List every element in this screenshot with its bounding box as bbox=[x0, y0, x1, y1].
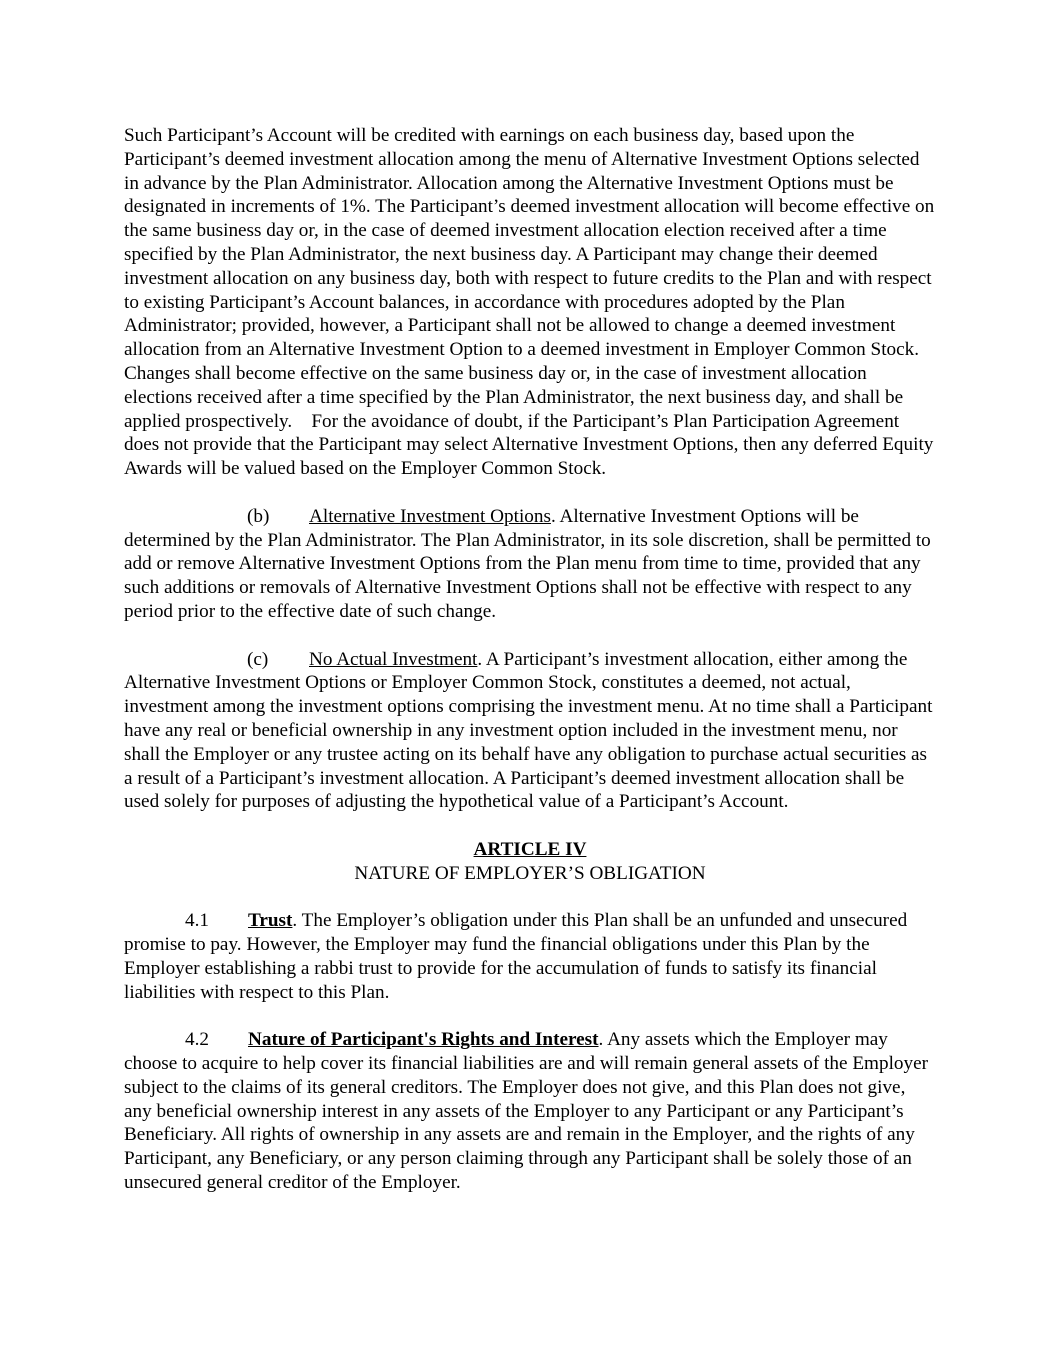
section-4-1-number: 4.1 bbox=[185, 910, 209, 932]
item-c-label: (c) bbox=[247, 648, 269, 670]
section-4-2-participant-rights bbox=[124, 1028, 936, 1195]
item-b-alternative-investment-options bbox=[124, 505, 936, 624]
section-4-2-number: 4.2 bbox=[185, 1029, 209, 1051]
section-4-2-text: . Any assets which the Employer may choose to acquire to help cover its financial liabilities are and will remain general assets of the Employer subject to the claims of its general creditors. The Employer does not give, and this Plan does not give, any beneficial ownership interest in any assets of the Employer to any Participant or any Participant’s Beneficiary. All rights of ownership in any assets are and remain in the Employer, and the rights of any Participant, any Beneficiary, or any person claiming through any Participant shall be solely those of an unsecured general creditor of the Employer. bbox=[124, 1029, 928, 1194]
document-page bbox=[124, 124, 940, 1219]
item-b-title: Alternative Investment Options bbox=[309, 505, 551, 527]
paragraph-earnings: Such Participant’s Account will be credited with earnings on each business day, based upon the Participant’s deemed investment allocation among the menu of Alternative Investment Options selected in advance by the Plan Administrator. Allocation among the Alternative Investment Options must be designated in increments of 1%. The Participant’s deemed investment allocation will become effective on the same business day or, in the case of deemed investment allocation election received after a time specified by the Plan Administrator, the next business day. A Participant may change their deemed investment allocation on any business day, both with respect to future credits to the Plan and with respect to existing Participant’s Account balances, in accordance with procedures adopted by the Plan Administrator; provided, however, a Participant shall not be allowed to change a deemed investment allocation from an Alternative Investment Option to a deemed investment in Employer Common Stock. Changes shall become effective on the same business day or, in the case of investment allocation elections received after a time specified by the Plan Administrator, the next business day, and shall be applied prospectively. For the avoidance of doubt, if the Participant’s Plan Participation Agreement does not provide that the Participant may select Alternative Investment Options, then any deferred Equity Awards will be valued based on the Employer Common Stock. bbox=[124, 125, 940, 480]
item-c-title: No Actual Investment bbox=[309, 648, 478, 670]
article-number: ARTICLE IV bbox=[473, 838, 587, 860]
section-4-2-title: Nature of Participant's Rights and Interest bbox=[248, 1029, 599, 1051]
section-4-1-title: Trust bbox=[248, 910, 293, 932]
article-heading bbox=[124, 838, 936, 886]
item-b-text: . Alternative Investment Options will be determined by the Plan Administrator. The Plan Administrator, in its sole discretion, shall be permitted to add or remove Alternative Investment Options from the Plan menu from time to time, provided that any such additions or removals of Alternative Investment Options shall not be effective with respect to any period prior to the effective date of such change. bbox=[124, 505, 931, 622]
article-title: NATURE OF EMPLOYER’S OBLIGATION bbox=[354, 862, 706, 884]
item-c-text: . A Participant’s investment allocation, either among the Alternative Investment Options or Employer Common Stock, constitutes a deemed, not actual, investment among the investment options comprising the investment menu. At no time shall a Participant have any real or beneficial ownership in any investment option included in the investment menu, nor shall the Employer or any trustee acting on its behalf have any obligation to purchase actual securities as a result of a Participant’s investment allocation. A Participant’s deemed investment allocation shall be used solely for purposes of adjusting the hypothetical value of a Participant’s Account. bbox=[124, 648, 933, 813]
section-4-1-text: . The Employer’s obligation under this Plan shall be an unfunded and unsecured promise to pay. However, the Employer may fund the financial obligations under this Plan by the Employer establishing a rabbi trust to provide for the accumulation of funds to satisfy its financial liabilities with respect to this Plan. bbox=[124, 910, 908, 1003]
item-c-no-actual-investment bbox=[124, 648, 936, 815]
item-b-label: (b) bbox=[247, 505, 270, 527]
section-4-1-trust bbox=[124, 909, 936, 1004]
